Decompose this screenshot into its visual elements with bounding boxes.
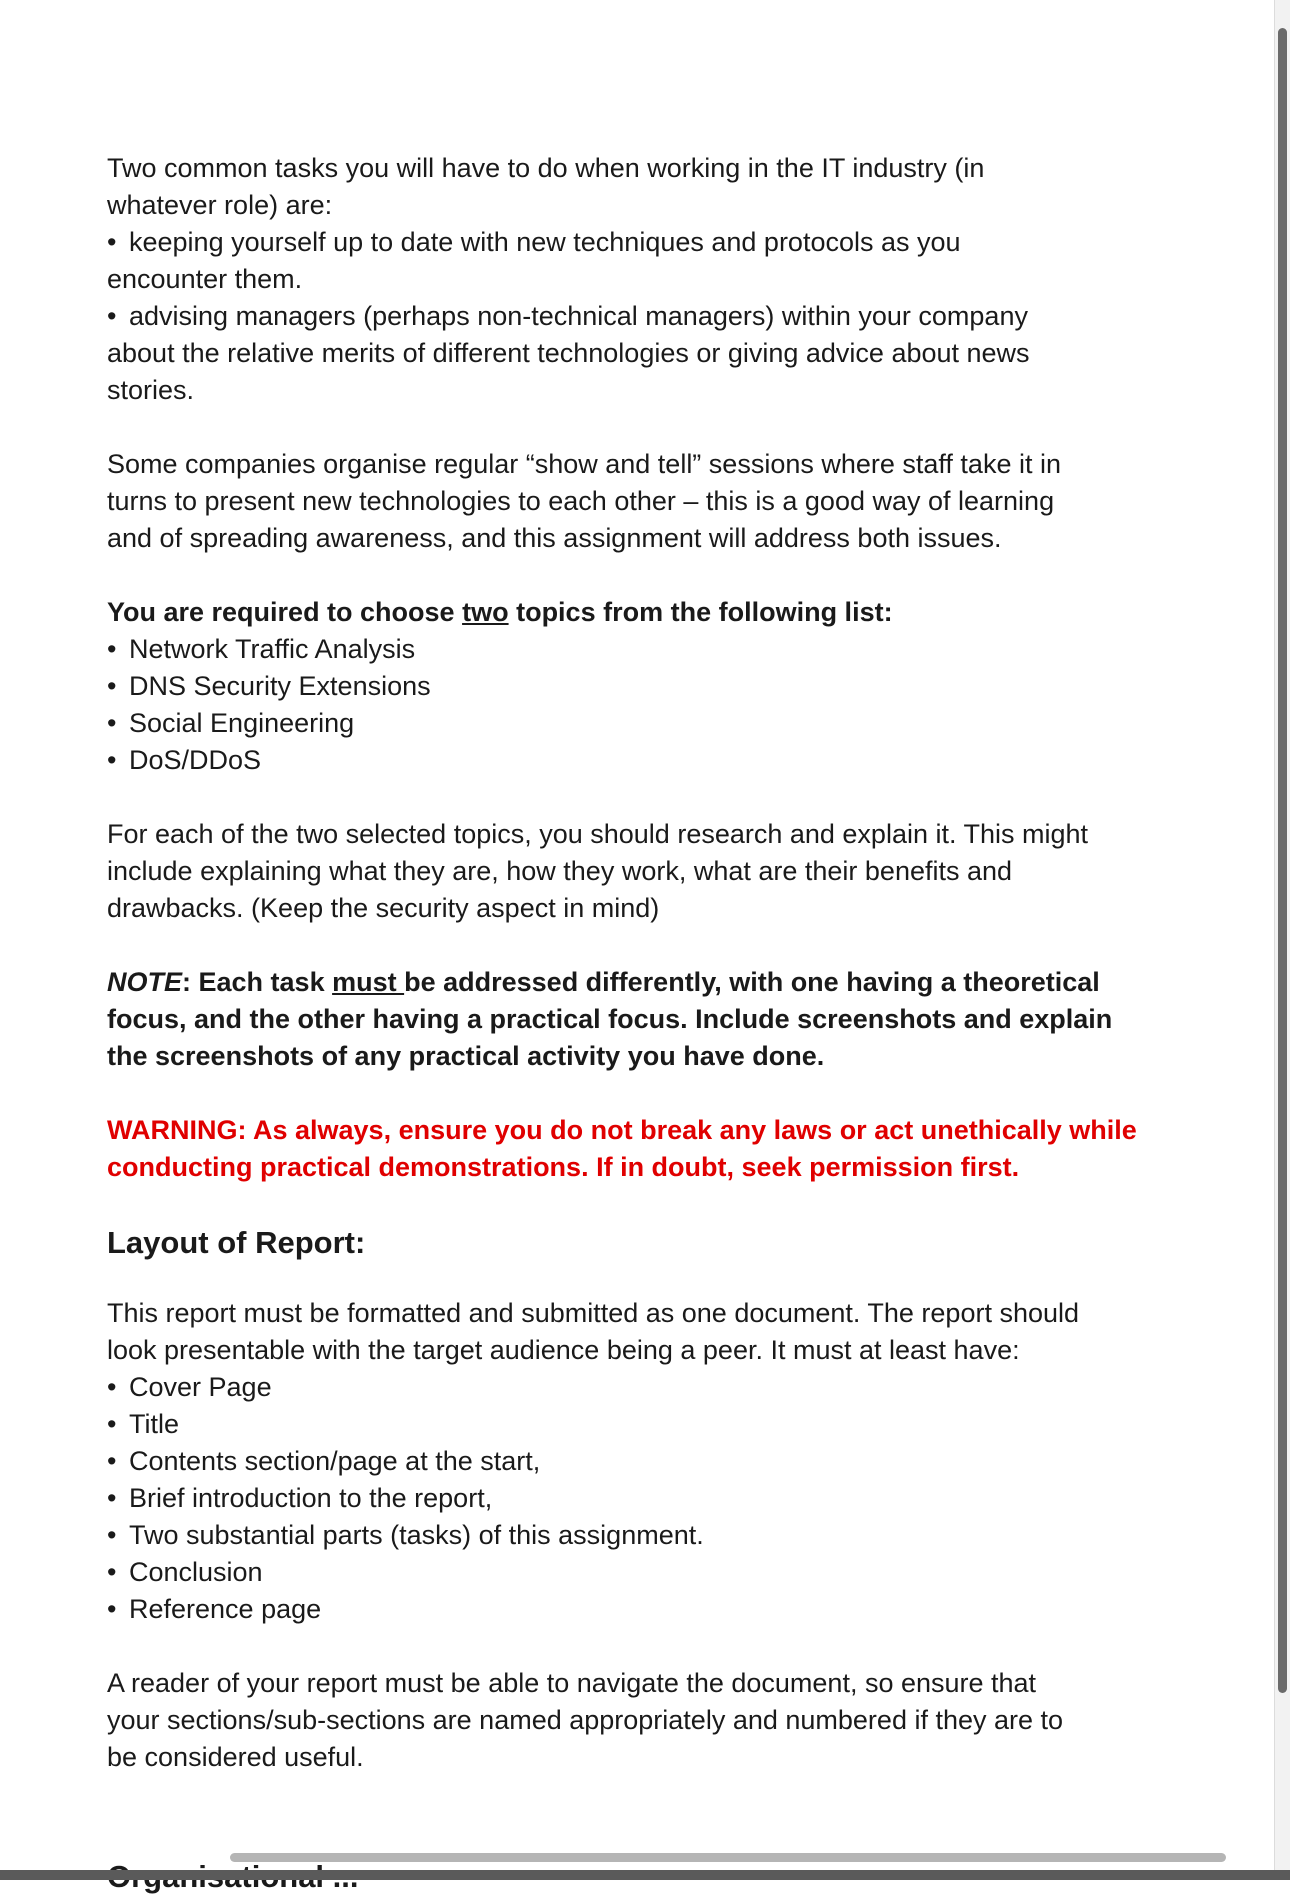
intro-bullet-2-cont-2: stories. (107, 375, 195, 405)
warning-line-2: conducting practical demonstrations. If in doubt, seek permission first. (107, 1152, 1020, 1182)
show-tell-line-2: turns to present new technologies to each other – this is a good way of learning (107, 486, 1055, 516)
layout-heading: Layout of Report: (107, 1225, 366, 1260)
vertical-scrollbar[interactable] (1274, 0, 1290, 1870)
note-line-3: the screenshots of any practical activity you have done. (107, 1041, 825, 1071)
layout-item: • Two substantial parts (tasks) of this assignment. (107, 1517, 1137, 1554)
research-line-2: include explaining what they are, how they work, what are their benefits and (107, 856, 1013, 886)
bullet-icon: • (107, 745, 117, 775)
layout-item: • Cover Page (107, 1369, 1137, 1406)
intro-bullet-1-cont: encounter them. (107, 264, 303, 294)
layout-line-2: look presentable with the target audience being a peer. It must at least have: (107, 1335, 1020, 1365)
bullet-icon: • (107, 1446, 117, 1476)
bullet-icon: • (107, 708, 117, 738)
topics-section (107, 594, 1137, 779)
show-tell-paragraph (107, 446, 1137, 557)
warning-paragraph (107, 1112, 1137, 1186)
topics-lead: You are required to choose two topics from the following list: (107, 597, 893, 627)
layout-section (107, 1295, 1137, 1628)
bullet-icon: • (107, 671, 117, 701)
intro-paragraph (107, 150, 1137, 409)
bottom-bar (0, 1870, 1290, 1880)
topic-item: • DNS Security Extensions (107, 668, 1137, 705)
warning-line-1: WARNING: As always, ensure you do not break any laws or act unethically while (107, 1115, 1137, 1145)
navigate-line-3: be considered useful. (107, 1742, 364, 1772)
topic-item: • DoS/DDoS (107, 742, 1137, 779)
intro-line-2: whatever role) are: (107, 190, 333, 220)
horizontal-scrollbar-thumb[interactable] (230, 1853, 1226, 1862)
intro-bullet-1: • keeping yourself up to date with new techniques and protocols as you (107, 224, 1137, 261)
navigate-line-2: your sections/sub-sections are named appropriately and numbered if they are to (107, 1705, 1064, 1735)
show-tell-line-3: and of spreading awareness, and this assignment will address both issues. (107, 523, 1002, 553)
bullet-icon: • (107, 1594, 117, 1624)
bullet-icon: • (107, 634, 117, 664)
bullet-icon: • (107, 1483, 117, 1513)
note-line-2: focus, and the other having a practical focus. Include screenshots and explain (107, 1004, 1113, 1034)
research-paragraph (107, 816, 1137, 927)
layout-item: • Reference page (107, 1591, 1137, 1628)
vertical-scrollbar-thumb[interactable] (1278, 28, 1287, 1693)
note-paragraph (107, 964, 1137, 1075)
bullet-icon: • (107, 1372, 117, 1402)
topic-item: • Network Traffic Analysis (107, 631, 1137, 668)
layout-item: • Brief introduction to the report, (107, 1480, 1137, 1517)
layout-line-1: This report must be formatted and submitted as one document. The report should (107, 1298, 1080, 1328)
show-tell-line-1: Some companies organise regular “show and tell” sessions where staff take it in (107, 449, 1061, 479)
bullet-icon: • (107, 301, 117, 331)
bullet-icon: • (107, 1409, 117, 1439)
note-line-1: NOTE: Each task must be addressed differently, with one having a theoretical (107, 967, 1100, 997)
document-content (107, 150, 1137, 1813)
topic-item: • Social Engineering (107, 705, 1137, 742)
layout-item: • Contents section/page at the start, (107, 1443, 1137, 1480)
layout-item: • Title (107, 1406, 1137, 1443)
intro-bullet-2: • advising managers (perhaps non-technical managers) within your company (107, 298, 1137, 335)
intro-bullet-2-cont-1: about the relative merits of different technologies or giving advice about news (107, 338, 1030, 368)
navigate-line-1: A reader of your report must be able to navigate the document, so ensure that (107, 1668, 1037, 1698)
layout-item: • Conclusion (107, 1554, 1137, 1591)
bullet-icon: • (107, 1520, 117, 1550)
note-label: NOTE (107, 967, 183, 997)
bullet-icon: • (107, 227, 117, 257)
intro-line-1: Two common tasks you will have to do when working in the IT industry (in (107, 153, 985, 183)
research-line-3: drawbacks. (Keep the security aspect in mind) (107, 893, 660, 923)
bullet-icon: • (107, 1557, 117, 1587)
navigate-paragraph (107, 1665, 1137, 1776)
research-line-1: For each of the two selected topics, you should research and explain it. This might (107, 819, 1089, 849)
